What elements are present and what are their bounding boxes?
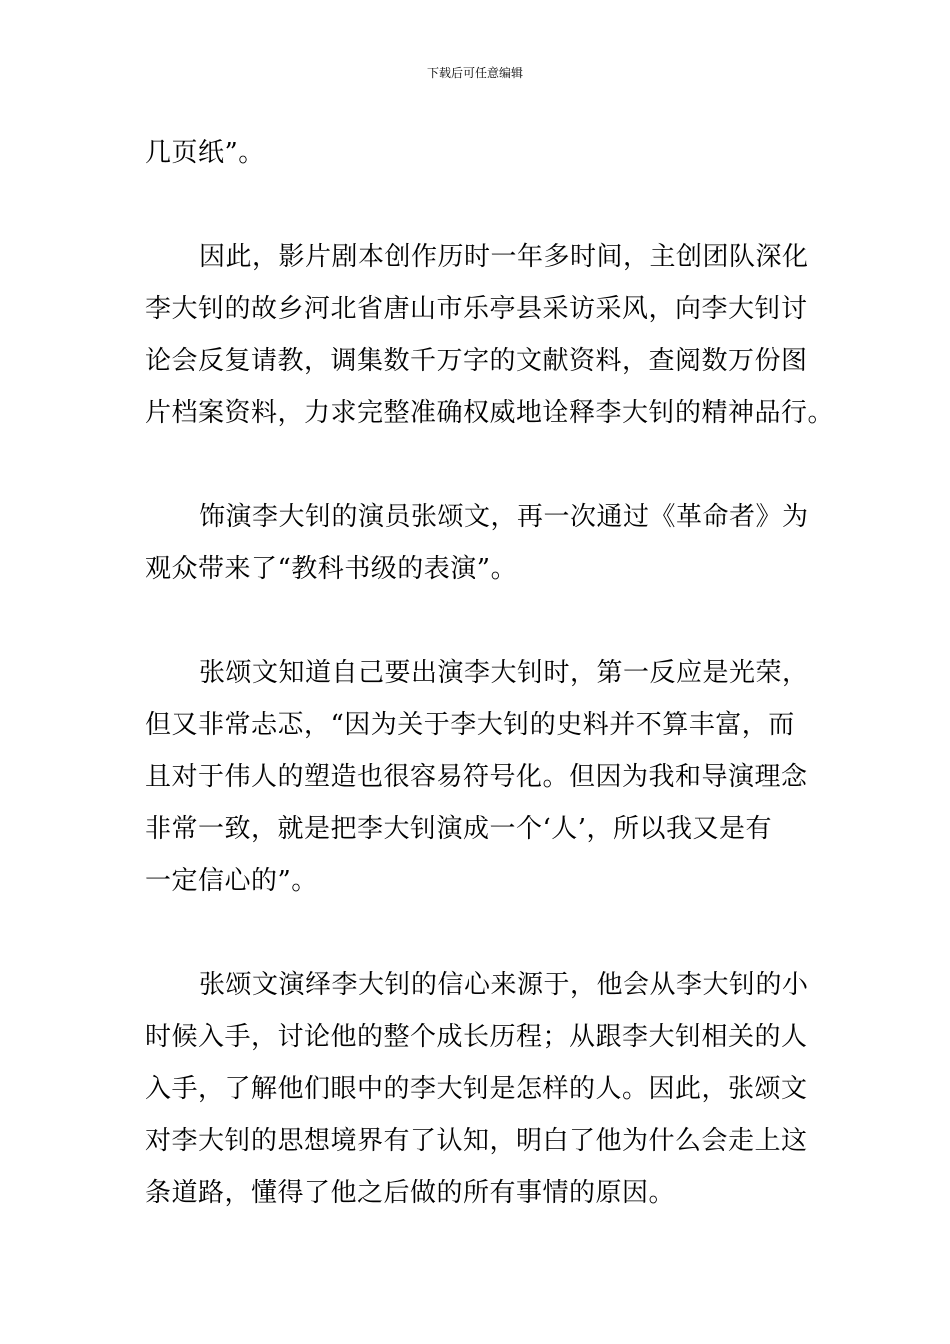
paragraph-line: 李大钊的故乡河北省唐山市乐亭县采访采风，向李大钊讨 [145,294,808,324]
page-header: 下载后可任意编辑 [426,66,523,80]
paragraph-line: 入手，了解他们眼中的李大钊是怎样的人。因此，张颂文 [145,1074,808,1104]
paragraph-line: 条道路，懂得了他之后做的所有事情的原因。 [145,1178,676,1208]
paragraph-line: 且对于伟人的塑造也很容易符号化。但因为我和导演理念 [145,762,808,792]
paragraph-line: 几页纸”。 [145,138,265,168]
paragraph-1 [145,127,810,179]
paragraph-line: 观众带来了“教科书级的表演”。 [145,554,518,584]
paragraph-line: 论会反复请教，调集数千万字的文献资料，查阅数万份图 [145,346,808,376]
paragraph-5 [145,959,810,1219]
paragraph-line: 片档案资料，力求完整准确权威地诠释李大钊的精神品行。 [145,398,835,428]
document-body [145,127,835,1219]
paragraph-line: 张颂文知道自己要出演李大钊时，第一反应是光荣， [199,658,809,688]
paragraph-line: 因此，影片剧本创作历时一年多时间，主创团队深化 [199,242,809,272]
paragraph-3 [145,491,810,595]
paragraph-2 [145,231,835,439]
paragraph-line: 对李大钊的思想境界有了认知，明白了他为什么会走上这 [145,1126,808,1156]
paragraph-4 [145,647,810,907]
paragraph-line: 但又非常忐忑，“因为关于李大钊的史料并不算丰富，而 [145,710,795,740]
paragraph-line: 时候入手，讨论他的整个成长历程；从跟李大钊相关的人 [145,1022,808,1052]
paragraph-line: 张颂文演绎李大钊的信心来源于，他会从李大钊的小 [199,970,809,1000]
paragraph-line: 非常一致，就是把李大钊演成一个‘人’，所以我又是有 [145,814,773,844]
paragraph-line: 一定信心的”。 [145,866,318,896]
paragraph-line: 饰演李大钊的演员张颂文，再一次通过《革命者》为 [199,502,809,532]
